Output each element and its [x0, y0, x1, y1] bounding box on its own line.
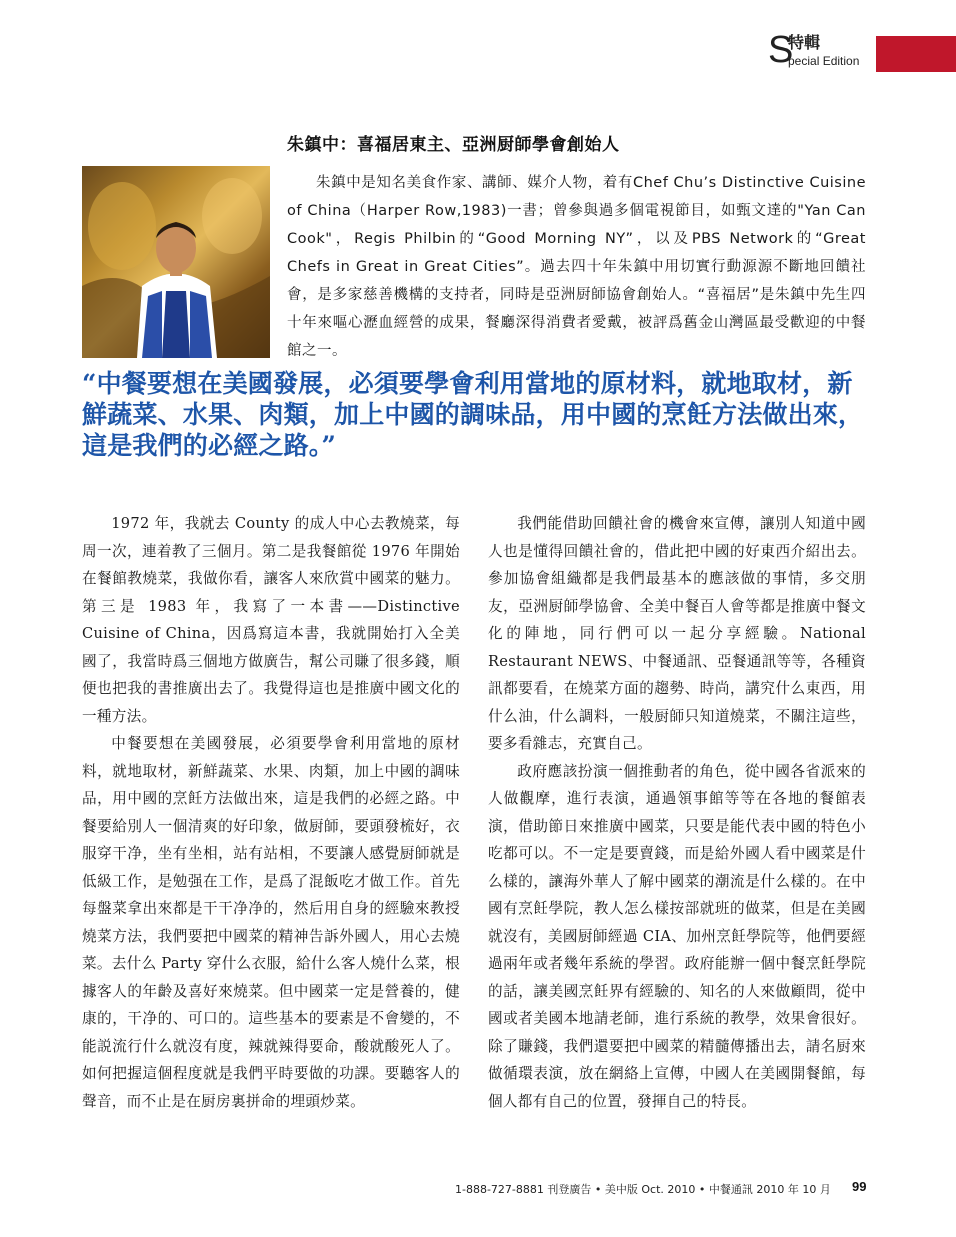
portrait-illustration — [82, 166, 270, 358]
left-paragraph: 中餐要想在美國發展，必須要學會利用當地的原材料，就地取材，新鮮蔬菜、水果、肉類，加上中國的調味品，用中國的烹飪方法做出來，這是我們的必經之路。中餐要給別人一個清爽的好印象，做厨師，要頭發梳好，衣服穿干净，坐有坐相，站有站相，不要讓人感覺厨師就是低級工作，是勉强在工作，是爲了混飯吃才做工作。首先每盤菜拿出來都是干干净净的，然后用自身的經驗來教授燒菜方法，我們要把中國菜的精神告訴外國人，用心去燒菜。去什么 Party 穿什么衣服，給什么客人燒什么菜，根據客人的年齡及喜好來燒菜。但中國菜一定是營養的，健康的，干净的、可口的。這些基本的要素是不會變的，不能説流行什么就沒有度，辣就辣得要命，酸就酸死人了。如何把握這個程度就是我們平時要做的功課。要聽客人的聲音，而不止是在厨房裏拼命的埋頭炒菜。 — [82, 735, 460, 1110]
section-tag-letter: S — [768, 29, 794, 71]
right-paragraph: 政府應該扮演一個推動者的角色，從中國各省派來的人做觀摩，進行表演，通過領事館等等在各地的餐館表演，借助節日來推廣中國菜，只要是能代表中國的特色小吃都可以。不一定是要賣錢，而是給外國人看中國菜是什么樣的，讓海外華人了解中國菜的潮流是什么樣的。在中國有烹飪學院，教人怎么樣按部就班的做菜，但是在美國就沒有，美國厨師經過 CIA、加州烹飪學院等，他們要經過兩年或者幾年系統的學習。政府能辦一個中餐烹飪學院的話，讓美國烹飪界有經驗的、知名的人來做顧問，從中國或者美國本地請老師，進行系統的教學，效果會很好。除了賺錢，我們還要把中國菜的精髓傳播出去，請名厨來做循環表演，放在網絡上宣傳，中國人在美國開餐館，每個人都有自己的位置，發揮自己的特長。 — [488, 762, 866, 1110]
article-intro: 朱鎮中是知名美食作家、講師、媒介人物，着有Chef Chu’s Distinctive Cuisine of China（Harper Row,1983)一書；曾參與過多個電視節目，如甄文達的"Yan Can Cook"，Regis Philbin的“Good Morning NY”，以及PBS Network的“Great Chefs in Great in Great Cities”。過去四十年朱鎮中用切實行動源源不斷地回饋社會，是多家慈善機構的支持者，同時是亞洲厨師協會創始人。“喜福居”是朱鎮中先生四十年來嘔心瀝血經營的成果，餐廳深得消費者愛戴，被評爲舊金山灣區最受歡迎的中餐館之一。 — [287, 175, 866, 359]
left-paragraph: 1972 年，我就去 County 的成人中心去教燒菜，每周一次，連着教了三個月。第二是我餐館從 1976 年開始在餐館教燒菜，我做你看，讓客人來欣賞中國菜的魅力。第三是 1983 年，我寫了一本書——Distinctive Cuisine of China，因爲寫這本書，我就開始打入全美國了，我當時爲三個地方做廣告，幫公司賺了很多錢，順便也把我的書推廣出去了。我覺得這也是推廣中國文化的一種方法。 — [82, 515, 460, 725]
article-heading: 朱鎮中：喜福居東主、亞洲厨師學會創始人 — [287, 135, 620, 155]
red-accent-block — [876, 36, 956, 72]
footer-text: 1-888-727-8881 刊登廣告 • 美中版 Oct. 2010 • 中餐通訊 2010 年 10 月 — [455, 1183, 831, 1196]
right-column — [488, 510, 866, 1115]
section-tag-cn: 特輯 — [788, 33, 821, 52]
section-tag — [768, 29, 878, 72]
left-column — [82, 510, 460, 1115]
portrait-photo — [82, 166, 270, 358]
section-tag-en: pecial Edition — [788, 54, 860, 68]
pull-quote: “中餐要想在美國發展，必須要學會利用當地的原材料，就地取材，新鮮蔬菜、水果、肉類，加上中國的調味品，用中國的烹飪方法做出來，這是我們的必經之路。” — [82, 369, 864, 460]
page-number: 99 — [852, 1179, 867, 1194]
right-paragraph: 我們能借助回饋社會的機會來宣傳，讓別人知道中國人也是懂得回饋社會的，借此把中國的好東西介紹出去。參加協會組織都是我們最基本的應該做的事情，多交朋友，亞洲厨師學協會、全美中餐百人會等都是推廣中餐文化的陣地，同行們可以一起分享經驗。National Restaurant NEWS、中餐通訊、亞餐通訊等等，各種資訊都要看，在燒菜方面的趨勢、時尚，講究什么東西，用什么油，什么調料，一般厨師只知道燒菜，不關注這些，要多看雜志，充實自己。 — [488, 515, 866, 752]
